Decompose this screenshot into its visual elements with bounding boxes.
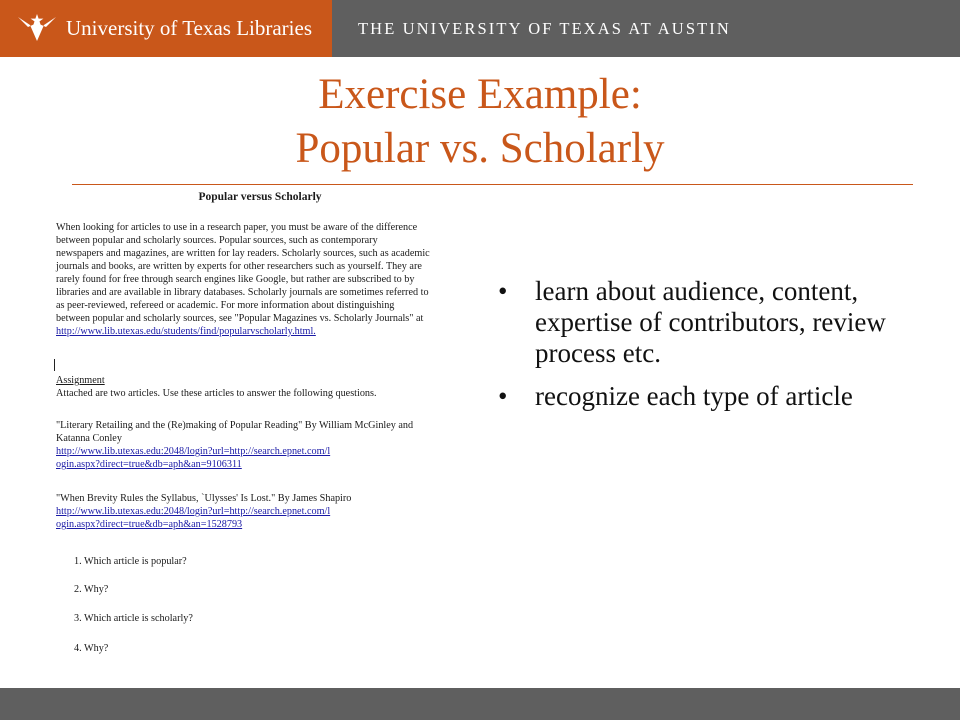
intro-line: newspapers and magazines, are written for lay readers. Scholarly sources, such as academic [56,248,430,259]
article-1-citation: "Literary Retailing and the (Re)making of Popular Reading" By William McGinley and [56,420,414,431]
bullet-text: recognize each type of article [535,381,853,411]
document-title: Popular versus Scholarly [198,191,322,203]
library-banner[interactable] [0,0,332,57]
question-item: 2. Why? [74,584,109,595]
intro-line: between popular and scholarly sources. Popular sources, such as contemporary [56,235,378,246]
article-1-link-cont[interactable]: ogin.aspx?direct=true&db=aph&an=9106311 [56,459,242,470]
popular-vs-scholarly-link[interactable]: http://www.lib.utexas.edu/students/find/popularvscholarly.html. [56,326,316,337]
question-item: 4. Why? [74,643,109,654]
question-item: 3. Which article is scholarly? [74,613,193,624]
intro-line: When looking for articles to use in a research paper, you must be aware of the difference [56,222,418,233]
question-item: 1. Which article is popular? [74,556,187,567]
intro-line: rarely found for free through search engines like Google, but rather are subscribed to by [56,274,415,285]
library-name: University of Texas Libraries [66,16,312,40]
article-1-citation-cont: Katanna Conley [56,433,122,444]
assignment-heading: Assignment [56,375,105,386]
intro-line: libraries and are available in library databases. Scholarly journals are sometimes referred to [56,287,429,298]
embedded-document [48,186,472,688]
title-divider [72,184,913,185]
slide-title-line2: Popular vs. Scholarly [295,125,665,172]
footer-bar [0,688,960,720]
intro-line: as peer-reviewed, refereed or academic. For more information about distinguishing [56,300,395,311]
article-2-citation: "When Brevity Rules the Syllabus, `Ulysses' Is Lost." By James Shapiro [56,493,352,504]
article-2-link[interactable]: http://www.lib.utexas.edu:2048/login?url=http://search.epnet.com/l [56,506,331,517]
bullet-text: learn about audience, content, expertise of contributors, review process etc. [535,276,886,368]
document-intro [56,221,466,338]
bullet-item [498,276,898,369]
article-2-link-cont[interactable]: ogin.aspx?direct=true&db=aph&an=1528793 [56,519,243,530]
bullet-icon: • [498,276,508,306]
slide-title-line1: Exercise Example: [318,71,642,118]
assignment-section [56,374,466,400]
text-cursor [54,359,55,371]
intro-line: between popular and scholarly sources, see "Popular Magazines vs. Scholarly Journals" at [56,313,424,324]
article-2 [56,492,466,531]
article-1 [56,419,466,471]
intro-line: journals and books, are written by experts for other researchers such as yourself. They are [56,261,422,272]
bullet-list [498,276,898,424]
assignment-text: Attached are two articles. Use these articles to answer the following questions. [56,388,377,399]
university-name[interactable]: THE UNIVERSITY OF TEXAS AT AUSTIN [358,18,731,38]
slide-title [0,68,960,176]
bullet-icon: • [498,381,508,411]
article-1-link[interactable]: http://www.lib.utexas.edu:2048/login?url=http://search.epnet.com/l [56,446,331,457]
longhorn-star-icon [16,11,58,47]
bullet-item [498,381,898,412]
